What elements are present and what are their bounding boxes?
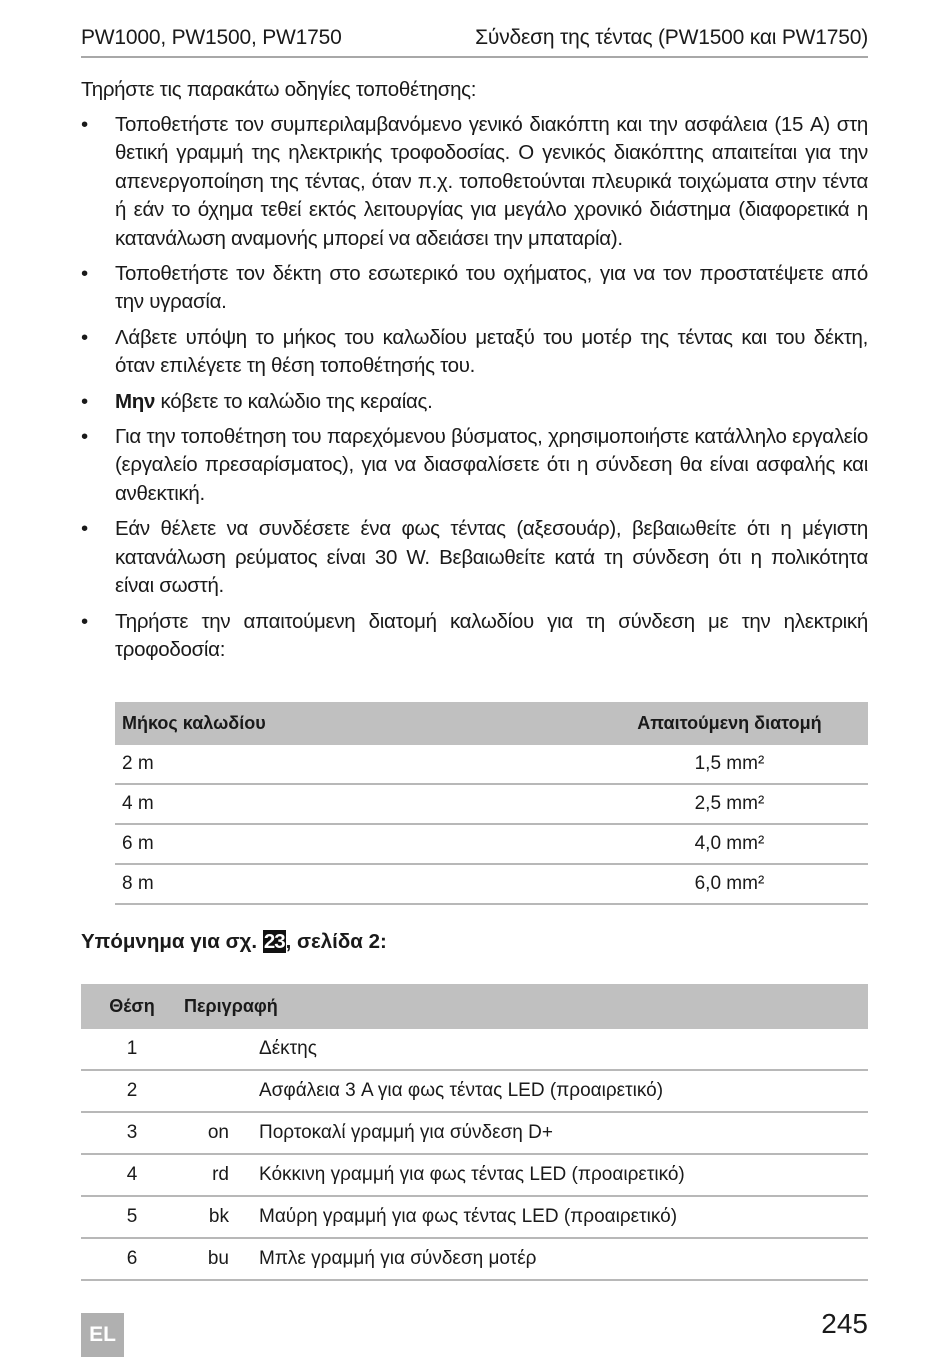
column-header-length: Μήκος καλωδίου: [115, 702, 298, 745]
table-row: [115, 745, 868, 784]
bullet-icon: •: [81, 325, 88, 349]
list-item-text: Λάβετε υπόψη το μήκος του καλωδίου μεταξύ του μοτέρ της τέντας και του δέκτη, όταν επιλέγετε τη θέση τοποθέτησής του.: [115, 325, 868, 378]
header-divider: [81, 56, 868, 58]
running-header: [81, 26, 868, 50]
cell-cross-section: 4,0 mm²: [298, 824, 868, 864]
list-item-text: Για την τοποθέτηση του παρεχόμενου βύσματος, χρησιμοποιήστε κατάλληλο εργαλείο (εργαλείο πρεσαρίσματος), για να διασφαλίσετε ότι η σύνδεση θα είναι ασφαλής και ανθεκτική.: [115, 425, 868, 505]
table-row: [81, 1196, 868, 1238]
table-header-row: [115, 702, 868, 745]
list-item-text: Τοποθετήστε τον συμπεριλαμβανόμενο γενικό διακόπτη και την ασφάλεια (15 A) στη θετική γραμμή της ηλεκτρικής τροφοδοσίας. Ο γενικός διακόπτης απαιτείται για την απενεργοποίηση της τέντας, όταν π.χ. τοποθετούνται πλευρικά τοιχώματα στην τέντα ή εάν το όχημα τεθεί εκτός λειτουργίας για μεγάλο χρονικό διάστημα (διαφορετικά η κατανάλωση αναμονής μπορεί να αδειάσει την μπαταρία).: [115, 113, 868, 250]
table-row: [81, 1154, 868, 1196]
list-item: [81, 515, 868, 600]
legend-prefix: Υπόμνημα για σχ.: [81, 930, 263, 953]
cell-color-code: rd: [183, 1154, 258, 1196]
language-badge: EL: [81, 1313, 124, 1357]
cell-color-code: [183, 1029, 258, 1070]
cell-position: 5: [81, 1196, 183, 1238]
cell-description: Πορτοκαλί γραμμή για σύνδεση D+: [258, 1112, 868, 1154]
table-row: [115, 784, 868, 824]
list-item-text: Τηρήστε την απαιτούμενη διατομή καλωδίου για τη σύνδεση με την ηλεκτρική τροφοδοσία:: [115, 609, 868, 661]
cell-position: 3: [81, 1112, 183, 1154]
cell-description: Κόκκινη γραμμή για φως τέντας LED (προαιρετικό): [258, 1154, 868, 1196]
cell-position: 1: [81, 1029, 183, 1070]
list-item: [81, 260, 868, 317]
cell-color-code: bu: [183, 1238, 258, 1280]
instruction-list: [81, 111, 868, 671]
cell-color-code: bk: [183, 1196, 258, 1238]
cell-description: Δέκτης: [258, 1029, 868, 1070]
intro-text: Τηρήστε τις παρακάτω οδηγίες τοποθέτησης:: [81, 78, 477, 101]
cell-length: 4 m: [115, 784, 298, 824]
list-item: [81, 423, 868, 508]
column-header-position: Θέση: [81, 984, 183, 1029]
column-header-description: Περιγραφή: [183, 984, 868, 1029]
list-item-text: Τοποθετήστε τον δέκτη στο εσωτερικό του οχήματος, για να τον προστατέψετε από την υγρασία.: [115, 262, 868, 314]
bullet-icon: •: [81, 262, 88, 286]
cell-position: 4: [81, 1154, 183, 1196]
cell-length: 6 m: [115, 824, 298, 864]
legend-table: [81, 984, 868, 1281]
bullet-icon: •: [81, 517, 88, 541]
list-item-text: κόβετε το καλώδιο της κεραίας.: [155, 389, 433, 413]
cell-cross-section: 6,0 mm²: [298, 864, 868, 904]
page-number: 245: [821, 1308, 868, 1339]
bullet-icon: •: [81, 113, 88, 136]
legend-suffix: , σελίδα 2:: [285, 930, 387, 953]
cell-length: 2 m: [115, 745, 298, 784]
cell-color-code: [183, 1070, 258, 1112]
emphasis: Μην: [115, 389, 156, 413]
cell-position: 6: [81, 1238, 183, 1280]
table-row: [81, 1070, 868, 1112]
list-item: [81, 608, 868, 665]
cell-description: Ασφάλεια 3 A για φως τέντας LED (προαιρετικό): [258, 1070, 868, 1112]
list-item: [81, 111, 868, 253]
bullet-icon: •: [81, 609, 88, 633]
cell-description: Μαύρη γραμμή για φως τέντας LED (προαιρετικό): [258, 1196, 868, 1238]
table-row: [81, 1112, 868, 1154]
cell-cross-section: 2,5 mm²: [298, 784, 868, 824]
table-row: [115, 824, 868, 864]
cable-cross-section-table: [115, 702, 868, 905]
table-row: [81, 1029, 868, 1070]
header-models: PW1000, PW1500, PW1750: [81, 26, 342, 49]
cell-position: 2: [81, 1070, 183, 1112]
bullet-icon: •: [81, 389, 88, 413]
list-item: [81, 324, 868, 381]
cell-description: Μπλε γραμμή για σύνδεση μοτέρ: [258, 1238, 868, 1280]
table-row: [115, 864, 868, 904]
cell-color-code: on: [183, 1112, 258, 1154]
list-item: [81, 388, 868, 416]
list-item-text: Εάν θέλετε να συνδέσετε ένα φως τέντας (αξεσουάρ), βεβαιωθείτε ότι η μέγιστη κατανάλωση ρεύματος είναι 30 W. Βεβαιωθείτε κατά τη σύνδεση ότι η πολικότητα είναι σωστή.: [115, 517, 868, 598]
figure-number-badge: 23: [263, 930, 285, 953]
header-section-title: Σύνδεση της τέντας (PW1500 και PW1750): [475, 26, 868, 49]
table-row: [81, 1238, 868, 1280]
column-header-cross-section: Απαιτούμενη διατομή: [298, 702, 868, 745]
cell-length: 8 m: [115, 864, 298, 904]
legend-heading: [81, 930, 387, 954]
table-header-row: [81, 984, 868, 1029]
bullet-icon: •: [81, 425, 88, 449]
cell-cross-section: 1,5 mm²: [298, 745, 868, 784]
